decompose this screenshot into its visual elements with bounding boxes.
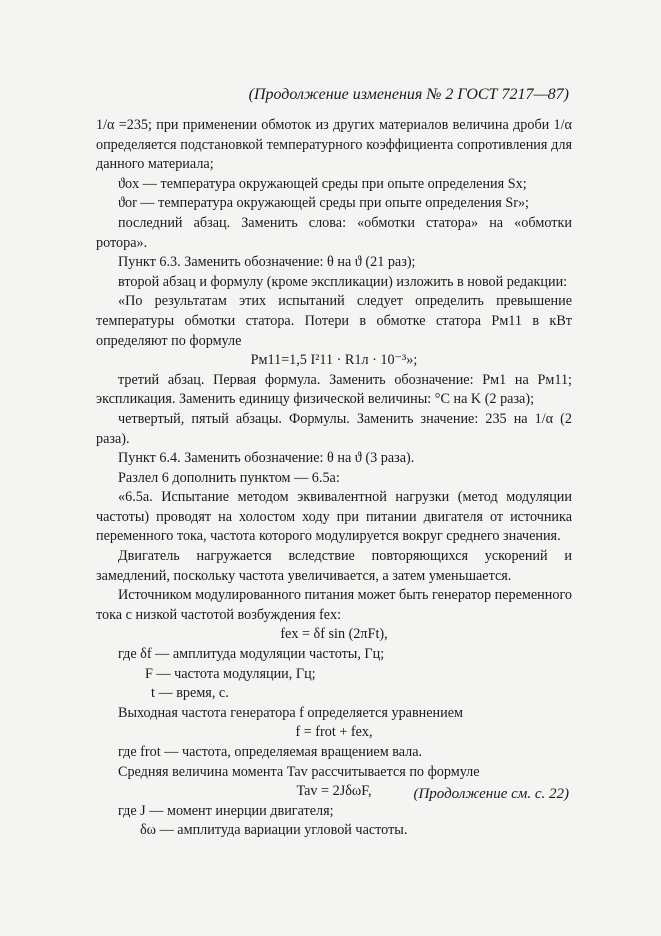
definition: F — частота модуляции, Гц; (145, 665, 316, 682)
paragraph: Пункт 6.3. Заменить обозначение: θ на ϑ (21 раз); (118, 254, 416, 271)
paragraph: третий абзац. Первая формула. Заменить обозначение: Pм1 на Pм11; экспликация. Заменить единицу физической величины: °С на K (2 раза); (96, 371, 572, 408)
definition: где frot — частота, определяемая вращением вала. (118, 744, 423, 760)
page-footer: (Продолжение см. с. 22) (413, 786, 569, 802)
formula: f = frot + fex, (295, 724, 373, 741)
definition: где J — момент инерции двигателя; (118, 802, 334, 819)
paragraph: Разлел 6 дополнить пунктом — 6.5а: (118, 469, 340, 486)
formula: Pм11=1,5 I²11 · R1л · 10⁻³»; (250, 352, 418, 369)
paragraph: «6.5а. Испытание методом эквивалентной нагрузки (метод модуляции частоты) проводят на холостом ходу при питании двигателя от источника переменного тока, частота которого модулируется вокруг среднего значения. (96, 489, 572, 545)
paragraph: последний абзац. Заменить слова: «обмотки статора» на «обмотки ротора». (96, 214, 572, 251)
definition: где δf — амплитуда модуляции частоты, Гц; (118, 646, 385, 663)
paragraph: Средняя величина момента Tav рассчитывается по формуле (118, 763, 480, 780)
document-body (96, 116, 572, 841)
paragraph: ϑox — температура окружающей среды при опыте определения Sx; (118, 175, 527, 192)
paragraph: второй абзац и формулу (кроме экспликации) изложить в новой редакции: (118, 273, 568, 290)
paragraph: Пункт 6.4. Заменить обозначение: θ на ϑ (3 раза). (118, 450, 415, 467)
paragraph: 1/α =235; при применении обмоток из других материалов величина дроби 1/α определяется подстановкой температурного коэффициента сопротивления для данного материала; (96, 117, 572, 173)
paragraph: Выходная частота генератора f определяется уравнением (118, 704, 464, 721)
paragraph: Источником модулированного питания может быть генератор переменного тока с низкой частотой возбуждения fex: (96, 587, 572, 623)
formula: fex = δf sin (2πFt), (280, 626, 388, 643)
definition: t — время, с. (151, 685, 229, 702)
page-header: (Продолжение изменения № 2 ГОСТ 7217—87) (248, 86, 569, 103)
formula: Tav = 2JδωF, (296, 783, 372, 800)
paragraph: ϑor — температура окружающей среды при опыте определения Sr»; (118, 195, 529, 212)
definition: δω — амплитуда вариации угловой частоты. (140, 822, 408, 839)
paragraph: «По результатам этих испытаний следует определить превышение температуры обмотки статора. Потери в обмотке статора Pм11 в кВт определяют по формуле (96, 293, 572, 349)
paragraph: Двигатель нагружается вследствие повторяющихся ускорений и замедлений, поскольку частота увеличивается, а затем уменьшается. (96, 548, 572, 584)
paragraph: четвертый, пятый абзацы. Формулы. Заменить значение: 235 на 1/α (2 раза). (96, 410, 572, 447)
